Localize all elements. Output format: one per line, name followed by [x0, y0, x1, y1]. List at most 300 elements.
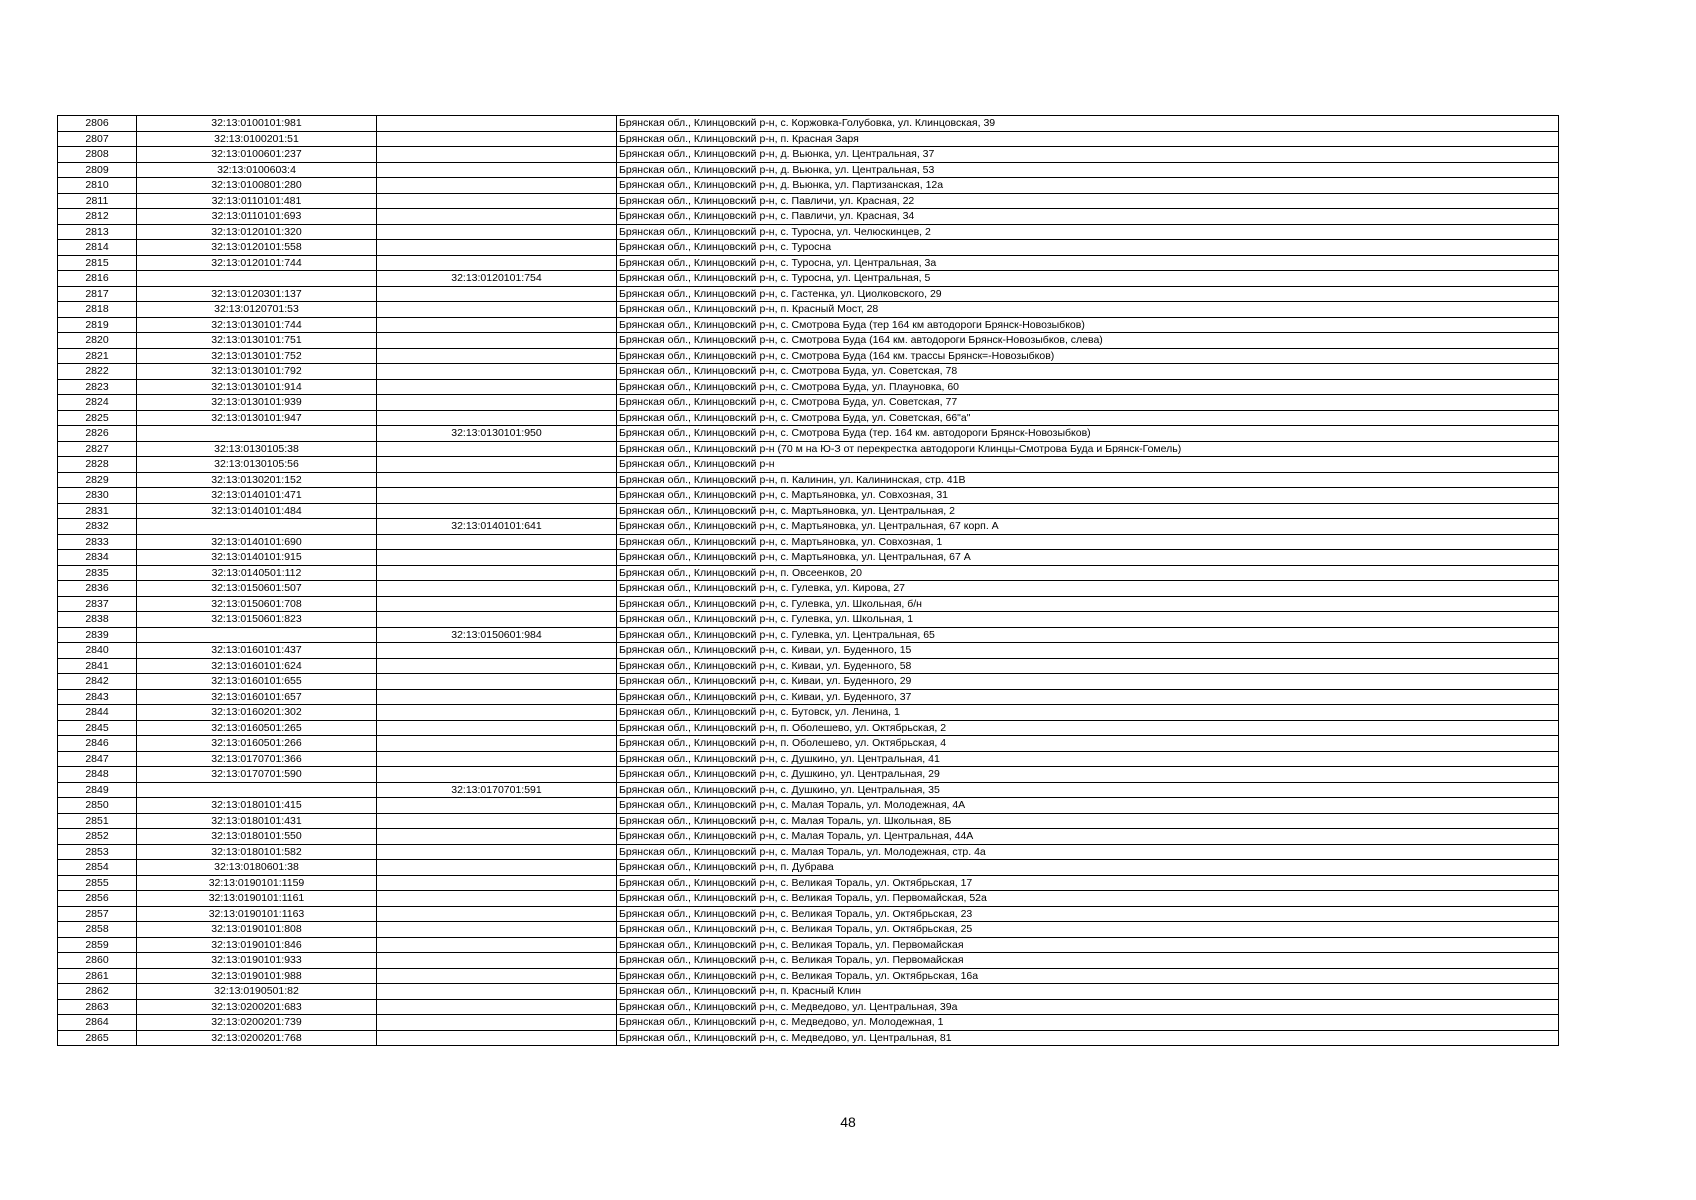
cadastral-number-alt-cell: [377, 705, 617, 721]
cadastral-number-cell: 32:13:0190101:1161: [137, 891, 377, 907]
cadastral-number-alt-cell: [377, 953, 617, 969]
cadastral-number-cell: 32:13:0160501:266: [137, 736, 377, 752]
row-number-cell: 2809: [58, 162, 137, 178]
row-number-cell: 2837: [58, 596, 137, 612]
address-cell: Брянская обл., Клинцовский р-н, п. Красная Заря: [617, 131, 1559, 147]
cadastral-number-cell: 32:13:0100101:981: [137, 116, 377, 132]
row-number-cell: 2819: [58, 317, 137, 333]
row-number-cell: 2827: [58, 441, 137, 457]
address-cell: Брянская обл., Клинцовский р-н, с. Мартьяновка, ул. Центральная, 67 корп. А: [617, 519, 1559, 535]
row-number-cell: 2829: [58, 472, 137, 488]
cadastral-number-cell: 32:13:0130105:56: [137, 457, 377, 473]
row-number-cell: 2826: [58, 426, 137, 442]
address-cell: Брянская обл., Клинцовский р-н, с. Медведово, ул. Центральная, 81: [617, 1030, 1559, 1046]
address-cell: Брянская обл., Клинцовский р-н, с. Туросна: [617, 240, 1559, 256]
cadastral-number-cell: 32:13:0130201:152: [137, 472, 377, 488]
table-row: [58, 441, 1559, 457]
cadastral-number-cell: 32:13:0150601:823: [137, 612, 377, 628]
address-cell: Брянская обл., Клинцовский р-н, с. Мартьяновка, ул. Совхозная, 31: [617, 488, 1559, 504]
cadastral-number-cell: 32:13:0160101:437: [137, 643, 377, 659]
table-row: [58, 488, 1559, 504]
cadastral-number-cell: 32:13:0180101:415: [137, 798, 377, 814]
address-cell: Брянская обл., Клинцовский р-н, с. Медведово, ул. Молодежная, 1: [617, 1015, 1559, 1031]
table-row: [58, 736, 1559, 752]
row-number-cell: 2850: [58, 798, 137, 814]
table-row: [58, 364, 1559, 380]
cadastral-number-alt-cell: [377, 906, 617, 922]
table-row: [58, 519, 1559, 535]
cadastral-number-alt-cell: [377, 937, 617, 953]
address-cell: Брянская обл., Клинцовский р-н (70 м на Ю-З от перекрестка автодороги Клинцы-Смотрова Буда и Брянск-Гомель): [617, 441, 1559, 457]
address-cell: Брянская обл., Клинцовский р-н, с. Туросна, ул. Челюскинцев, 2: [617, 224, 1559, 240]
table-row: [58, 503, 1559, 519]
cadastral-number-alt-cell: [377, 503, 617, 519]
table-row: [58, 379, 1559, 395]
table-row: [58, 333, 1559, 349]
row-number-cell: 2812: [58, 209, 137, 225]
table-row: [58, 999, 1559, 1015]
table-row: [58, 767, 1559, 783]
cadastral-number-alt-cell: [377, 162, 617, 178]
address-cell: Брянская обл., Клинцовский р-н, с. Смотрова Буда (164 км. трассы Брянск=-Новозыбков): [617, 348, 1559, 364]
address-cell: Брянская обл., Клинцовский р-н, с. Смотрова Буда (164 км. автодороги Брянск-Новозыбков, слева): [617, 333, 1559, 349]
cadastral-number-cell: 32:13:0140101:484: [137, 503, 377, 519]
table-row: [58, 178, 1559, 194]
cadastral-number-alt-cell: [377, 534, 617, 550]
cadastral-number-cell: 32:13:0130101:744: [137, 317, 377, 333]
address-cell: Брянская обл., Клинцовский р-н, с. Киваи, ул. Буденного, 29: [617, 674, 1559, 690]
address-cell: Брянская обл., Клинцовский р-н, с. Медведово, ул. Центральная, 39а: [617, 999, 1559, 1015]
table-row: [58, 860, 1559, 876]
cadastral-number-cell: 32:13:0180601:38: [137, 860, 377, 876]
row-number-cell: 2815: [58, 255, 137, 271]
row-number-cell: 2839: [58, 627, 137, 643]
cadastral-number-alt-cell: [377, 395, 617, 411]
cadastral-number-cell: 32:13:0120301:137: [137, 286, 377, 302]
page-number: 48: [840, 1114, 856, 1130]
cadastral-number-cell: 32:13:0110101:693: [137, 209, 377, 225]
address-cell: Брянская обл., Клинцовский р-н, с. Павличи, ул. Красная, 34: [617, 209, 1559, 225]
address-cell: Брянская обл., Клинцовский р-н, п. Красный Клин: [617, 984, 1559, 1000]
cadastral-number-cell: 32:13:0150601:507: [137, 581, 377, 597]
cadastral-number-alt-cell: [377, 689, 617, 705]
address-cell: Брянская обл., Клинцовский р-н, с. Смотрова Буда, ул. Советская, 78: [617, 364, 1559, 380]
cadastral-number-alt-cell: 32:13:0170701:591: [377, 782, 617, 798]
row-number-cell: 2852: [58, 829, 137, 845]
row-number-cell: 2863: [58, 999, 137, 1015]
cadastral-number-alt-cell: 32:13:0130101:950: [377, 426, 617, 442]
cadastral-number-alt-cell: [377, 813, 617, 829]
cadastral-number-alt-cell: [377, 658, 617, 674]
cadastral-number-alt-cell: [377, 488, 617, 504]
cadastral-number-alt-cell: [377, 302, 617, 318]
address-cell: Брянская обл., Клинцовский р-н, с. Малая Topaль, ул. Школьная, 8Б: [617, 813, 1559, 829]
cadastral-number-cell: 32:13:0130101:947: [137, 410, 377, 426]
table-row: [58, 705, 1559, 721]
address-cell: Брянская обл., Клинцовский р-н, д. Вьюнка, ул. Центральная, 53: [617, 162, 1559, 178]
row-number-cell: 2808: [58, 147, 137, 163]
table-row: [58, 193, 1559, 209]
row-number-cell: 2834: [58, 550, 137, 566]
cadastral-number-cell: 32:13:0190101:988: [137, 968, 377, 984]
cadastral-number-alt-cell: 32:13:0140101:641: [377, 519, 617, 535]
table-row: [58, 131, 1559, 147]
table-row: [58, 844, 1559, 860]
row-number-cell: 2810: [58, 178, 137, 194]
row-number-cell: 2825: [58, 410, 137, 426]
cadastral-number-alt-cell: [377, 999, 617, 1015]
row-number-cell: 2836: [58, 581, 137, 597]
cadastral-number-alt-cell: [377, 317, 617, 333]
address-cell: Брянская обл., Клинцовский р-н, с. Гулевка, ул. Школьная, 1: [617, 612, 1559, 628]
table-row: [58, 643, 1559, 659]
table-row: [58, 147, 1559, 163]
address-cell: Брянская обл., Клинцовский р-н, с. Мартьяновка, ул. Совхозная, 1: [617, 534, 1559, 550]
cadastral-number-cell: 32:13:0130101:914: [137, 379, 377, 395]
address-cell: Брянская обл., Клинцовский р-н, с. Киваи, ул. Буденного, 15: [617, 643, 1559, 659]
table-row: [58, 720, 1559, 736]
table-row: [58, 627, 1559, 643]
cadastral-number-cell: [137, 271, 377, 287]
address-cell: Брянская обл., Клинцовский р-н: [617, 457, 1559, 473]
table-row: [58, 689, 1559, 705]
table-row: [58, 395, 1559, 411]
cadastral-number-alt-cell: [377, 286, 617, 302]
cadastral-number-alt-cell: [377, 860, 617, 876]
cadastral-number-alt-cell: [377, 829, 617, 845]
cadastral-number-cell: 32:13:0160501:265: [137, 720, 377, 736]
row-number-cell: 2832: [58, 519, 137, 535]
row-number-cell: 2858: [58, 922, 137, 938]
row-number-cell: 2841: [58, 658, 137, 674]
row-number-cell: 2823: [58, 379, 137, 395]
cadastral-number-alt-cell: [377, 178, 617, 194]
cadastral-number-alt-cell: [377, 116, 617, 132]
table-row: [58, 906, 1559, 922]
cadastral-number-alt-cell: [377, 457, 617, 473]
cadastral-number-cell: 32:13:0170701:366: [137, 751, 377, 767]
address-cell: Брянская обл., Клинцовский р-н, с. Гулевка, ул. Школьная, б/н: [617, 596, 1559, 612]
table-row: [58, 302, 1559, 318]
cadastral-number-cell: 32:13:0190101:846: [137, 937, 377, 953]
cadastral-number-alt-cell: [377, 193, 617, 209]
cadastral-number-cell: 32:13:0120101:558: [137, 240, 377, 256]
row-number-cell: 2855: [58, 875, 137, 891]
row-number-cell: 2828: [58, 457, 137, 473]
address-cell: Брянская обл., Клинцовский р-н, с. Малая Topaль, ул. Молодежная, стр. 4а: [617, 844, 1559, 860]
table-row: [58, 813, 1559, 829]
row-number-cell: 2859: [58, 937, 137, 953]
cadastral-number-alt-cell: [377, 674, 617, 690]
table-row: [58, 255, 1559, 271]
cadastral-number-cell: 32:13:0140101:690: [137, 534, 377, 550]
address-cell: Брянская обл., Клинцовский р-н, с. Великая Topaль, ул. Первомайская: [617, 953, 1559, 969]
row-number-cell: 2830: [58, 488, 137, 504]
row-number-cell: 2846: [58, 736, 137, 752]
cadastral-number-alt-cell: [377, 767, 617, 783]
cadastral-number-cell: 32:13:0130101:939: [137, 395, 377, 411]
cadastral-number-cell: 32:13:0130101:792: [137, 364, 377, 380]
address-cell: Брянская обл., Клинцовский р-н, с. Киваи, ул. Буденного, 37: [617, 689, 1559, 705]
cadastral-number-alt-cell: [377, 1030, 617, 1046]
row-number-cell: 2845: [58, 720, 137, 736]
cadastral-number-cell: [137, 426, 377, 442]
table-row: [58, 782, 1559, 798]
cadastral-number-alt-cell: 32:13:0120101:754: [377, 271, 617, 287]
address-cell: Брянская обл., Клинцовский р-н, п. Оболешево, ул. Октябрьская, 2: [617, 720, 1559, 736]
table-row: [58, 457, 1559, 473]
address-cell: Брянская обл., Клинцовский р-н, с. Мартьяновка, ул. Центральная, 67 А: [617, 550, 1559, 566]
table-row: [58, 317, 1559, 333]
address-cell: Брянская обл., Клинцовский р-н, с. Павличи, ул. Красная, 22: [617, 193, 1559, 209]
row-number-cell: 2843: [58, 689, 137, 705]
address-cell: Брянская обл., Клинцовский р-н, с. Великая Topaль, ул. Октябрьская, 17: [617, 875, 1559, 891]
address-cell: Брянская обл., Клинцовский р-н, с. Великая Topaль, ул. Первомайская, 52а: [617, 891, 1559, 907]
address-cell: Брянская обл., Клинцовский р-н, с. Великая Topaль, ул. Октябрьская, 16а: [617, 968, 1559, 984]
address-cell: Брянская обл., Клинцовский р-н, с. Малая Topaль, ул. Центральная, 44А: [617, 829, 1559, 845]
row-number-cell: 2857: [58, 906, 137, 922]
address-cell: Брянская обл., Клинцовский р-н, с. Смотрова Буда, ул. Советская, 66"а": [617, 410, 1559, 426]
table-row: [58, 953, 1559, 969]
table-row: [58, 209, 1559, 225]
cadastral-number-cell: 32:13:0100201:51: [137, 131, 377, 147]
row-number-cell: 2840: [58, 643, 137, 659]
cadastral-number-alt-cell: [377, 720, 617, 736]
cadastral-number-alt-cell: [377, 550, 617, 566]
cadastral-number-cell: [137, 782, 377, 798]
cadastral-number-cell: 32:13:0180101:431: [137, 813, 377, 829]
row-number-cell: 2822: [58, 364, 137, 380]
cadastral-number-cell: 32:13:0180101:582: [137, 844, 377, 860]
cadastral-number-alt-cell: [377, 581, 617, 597]
row-number-cell: 2820: [58, 333, 137, 349]
row-number-cell: 2856: [58, 891, 137, 907]
cadastral-number-cell: 32:13:0130105:38: [137, 441, 377, 457]
table-row: [58, 348, 1559, 364]
table-row: [58, 534, 1559, 550]
cadastral-number-alt-cell: [377, 891, 617, 907]
cadastral-number-cell: 32:13:0190101:1159: [137, 875, 377, 891]
address-cell: Брянская обл., Клинцовский р-н, д. Вьюнка, ул. Центральная, 37: [617, 147, 1559, 163]
address-cell: Брянская обл., Клинцовский р-н, с. Бутовск, ул. Ленина, 1: [617, 705, 1559, 721]
cadastral-number-alt-cell: [377, 240, 617, 256]
row-number-cell: 2851: [58, 813, 137, 829]
row-number-cell: 2844: [58, 705, 137, 721]
row-number-cell: 2854: [58, 860, 137, 876]
row-number-cell: 2806: [58, 116, 137, 132]
cadastral-number-cell: 32:13:0190101:1163: [137, 906, 377, 922]
table-row: [58, 751, 1559, 767]
address-cell: Брянская обл., Клинцовский р-н, п. Дубрава: [617, 860, 1559, 876]
row-number-cell: 2831: [58, 503, 137, 519]
cadastral-number-cell: 32:13:0200201:739: [137, 1015, 377, 1031]
cadastral-number-alt-cell: [377, 410, 617, 426]
row-number-cell: 2860: [58, 953, 137, 969]
cadastral-number-alt-cell: [377, 736, 617, 752]
table-row: [58, 116, 1559, 132]
cadastral-number-alt-cell: [377, 333, 617, 349]
table-row: [58, 875, 1559, 891]
row-number-cell: 2821: [58, 348, 137, 364]
address-cell: Брянская обл., Клинцовский р-н, с. Великая Topaль, ул. Первомайская: [617, 937, 1559, 953]
address-cell: Брянская обл., Клинцовский р-н, с. Душкино, ул. Центральная, 35: [617, 782, 1559, 798]
cadastral-number-alt-cell: [377, 612, 617, 628]
table-row: [58, 596, 1559, 612]
row-number-cell: 2814: [58, 240, 137, 256]
cadastral-number-alt-cell: [377, 596, 617, 612]
address-cell: Брянская обл., Клинцовский р-н, с. Коржовка-Голубовка, ул. Клинцовская, 39: [617, 116, 1559, 132]
cadastral-number-cell: 32:13:0100603:4: [137, 162, 377, 178]
cadastral-number-alt-cell: [377, 255, 617, 271]
table-row: [58, 410, 1559, 426]
row-number-cell: 2818: [58, 302, 137, 318]
row-number-cell: 2813: [58, 224, 137, 240]
address-cell: Брянская обл., Клинцовский р-н, с. Гастенка, ул. Циолковского, 29: [617, 286, 1559, 302]
cadastral-number-cell: 32:13:0160201:302: [137, 705, 377, 721]
cadastral-number-cell: 32:13:0120101:744: [137, 255, 377, 271]
cadastral-number-alt-cell: [377, 643, 617, 659]
cadastral-number-cell: 32:13:0180101:550: [137, 829, 377, 845]
cadastral-number-cell: 32:13:0140101:471: [137, 488, 377, 504]
cadastral-number-cell: 32:13:0170701:590: [137, 767, 377, 783]
address-cell: Брянская обл., Клинцовский р-н, с. Туросна, ул. Центральная, 3а: [617, 255, 1559, 271]
table-row: [58, 162, 1559, 178]
cadastral-number-alt-cell: [377, 798, 617, 814]
cadastral-table: [57, 115, 1559, 1046]
cadastral-number-cell: 32:13:0120701:53: [137, 302, 377, 318]
table-row: [58, 286, 1559, 302]
cadastral-number-alt-cell: [377, 968, 617, 984]
address-cell: Брянская обл., Клинцовский р-н, с. Смотрова Буда (тер 164 км автодороги Брянск-Новозыбков): [617, 317, 1559, 333]
cadastral-number-alt-cell: [377, 875, 617, 891]
cadastral-number-cell: 32:13:0160101:655: [137, 674, 377, 690]
table-row: [58, 1015, 1559, 1031]
cadastral-number-cell: 32:13:0110101:481: [137, 193, 377, 209]
row-number-cell: 2835: [58, 565, 137, 581]
address-cell: Брянская обл., Клинцовский р-н, п. Овсеенков, 20: [617, 565, 1559, 581]
row-number-cell: 2816: [58, 271, 137, 287]
row-number-cell: 2849: [58, 782, 137, 798]
address-cell: Брянская обл., Клинцовский р-н, с. Великая Topaль, ул. Октябрьская, 23: [617, 906, 1559, 922]
cadastral-number-alt-cell: [377, 224, 617, 240]
cadastral-number-alt-cell: [377, 209, 617, 225]
cadastral-number-alt-cell: [377, 379, 617, 395]
address-cell: Брянская обл., Клинцовский р-н, с. Душкино, ул. Центральная, 41: [617, 751, 1559, 767]
table-row: [58, 968, 1559, 984]
cadastral-number-cell: 32:13:0120101:320: [137, 224, 377, 240]
cadastral-number-alt-cell: [377, 844, 617, 860]
table-row: [58, 240, 1559, 256]
row-number-cell: 2842: [58, 674, 137, 690]
address-cell: Брянская обл., Клинцовский р-н, с. Мартьяновка, ул. Центральная, 2: [617, 503, 1559, 519]
row-number-cell: 2833: [58, 534, 137, 550]
table-row: [58, 472, 1559, 488]
address-cell: Брянская обл., Клинцовский р-н, с. Киваи, ул. Буденного, 58: [617, 658, 1559, 674]
cadastral-number-alt-cell: [377, 147, 617, 163]
table-row: [58, 829, 1559, 845]
cadastral-number-alt-cell: [377, 348, 617, 364]
cadastral-number-cell: 32:13:0160101:624: [137, 658, 377, 674]
cadastral-number-alt-cell: [377, 751, 617, 767]
row-number-cell: 2824: [58, 395, 137, 411]
address-cell: Брянская обл., Клинцовский р-н, с. Туросна, ул. Центральная, 5: [617, 271, 1559, 287]
row-number-cell: 2847: [58, 751, 137, 767]
address-cell: Брянская обл., Клинцовский р-н, с. Гулевка, ул. Кирова, 27: [617, 581, 1559, 597]
table-row: [58, 581, 1559, 597]
row-number-cell: 2811: [58, 193, 137, 209]
table-body: [58, 116, 1559, 1046]
cadastral-number-cell: [137, 519, 377, 535]
table-row: [58, 891, 1559, 907]
cadastral-number-alt-cell: [377, 984, 617, 1000]
table-row: [58, 426, 1559, 442]
table-row: [58, 922, 1559, 938]
address-cell: Брянская обл., Клинцовский р-н, с. Смотрова Буда, ул. Плауновка, 60: [617, 379, 1559, 395]
cadastral-number-cell: 32:13:0130101:752: [137, 348, 377, 364]
row-number-cell: 2848: [58, 767, 137, 783]
cadastral-number-cell: [137, 627, 377, 643]
cadastral-number-alt-cell: [377, 1015, 617, 1031]
row-number-cell: 2861: [58, 968, 137, 984]
row-number-cell: 2807: [58, 131, 137, 147]
address-cell: Брянская обл., Клинцовский р-н, п. Калинин, ул. Калининская, стр. 41В: [617, 472, 1559, 488]
address-cell: Брянская обл., Клинцовский р-н, с. Гулевка, ул. Центральная, 65: [617, 627, 1559, 643]
table-row: [58, 271, 1559, 287]
cadastral-number-alt-cell: [377, 922, 617, 938]
cadastral-number-cell: 32:13:0140501:112: [137, 565, 377, 581]
table-row: [58, 937, 1559, 953]
cadastral-number-cell: 32:13:0160101:657: [137, 689, 377, 705]
cadastral-number-cell: 32:13:0200201:683: [137, 999, 377, 1015]
cadastral-number-cell: 32:13:0190101:808: [137, 922, 377, 938]
table-row: [58, 984, 1559, 1000]
row-number-cell: 2862: [58, 984, 137, 1000]
table-row: [58, 798, 1559, 814]
row-number-cell: 2864: [58, 1015, 137, 1031]
cadastral-number-alt-cell: [377, 565, 617, 581]
table-row: [58, 612, 1559, 628]
address-cell: Брянская обл., Клинцовский р-н, п. Красный Мост, 28: [617, 302, 1559, 318]
table-row: [58, 224, 1559, 240]
row-number-cell: 2853: [58, 844, 137, 860]
table-row: [58, 1030, 1559, 1046]
address-cell: Брянская обл., Клинцовский р-н, с. Душкино, ул. Центральная, 29: [617, 767, 1559, 783]
address-cell: Брянская обл., Клинцовский р-н, с. Малая Topaль, ул. Молодежная, 4А: [617, 798, 1559, 814]
row-number-cell: 2838: [58, 612, 137, 628]
cadastral-number-alt-cell: [377, 131, 617, 147]
cadastral-number-alt-cell: 32:13:0150601:984: [377, 627, 617, 643]
cadastral-number-alt-cell: [377, 441, 617, 457]
address-cell: Брянская обл., Клинцовский р-н, с. Великая Topaль, ул. Октябрьская, 25: [617, 922, 1559, 938]
table-row: [58, 674, 1559, 690]
row-number-cell: 2817: [58, 286, 137, 302]
cadastral-number-cell: 32:13:0200201:768: [137, 1030, 377, 1046]
address-cell: Брянская обл., Клинцовский р-н, с. Смотрова Буда, ул. Советская, 77: [617, 395, 1559, 411]
cadastral-number-alt-cell: [377, 472, 617, 488]
table-row: [58, 658, 1559, 674]
table-row: [58, 550, 1559, 566]
cadastral-number-cell: 32:13:0190501:82: [137, 984, 377, 1000]
address-cell: Брянская обл., Клинцовский р-н, д. Вьюнка, ул. Партизанская, 12а: [617, 178, 1559, 194]
cadastral-number-alt-cell: [377, 364, 617, 380]
cadastral-number-cell: 32:13:0150601:708: [137, 596, 377, 612]
cadastral-number-cell: 32:13:0130101:751: [137, 333, 377, 349]
cadastral-number-cell: 32:13:0140101:915: [137, 550, 377, 566]
cadastral-number-cell: 32:13:0190101:933: [137, 953, 377, 969]
table-row: [58, 565, 1559, 581]
cadastral-number-cell: 32:13:0100601:237: [137, 147, 377, 163]
cadastral-number-cell: 32:13:0100801:280: [137, 178, 377, 194]
